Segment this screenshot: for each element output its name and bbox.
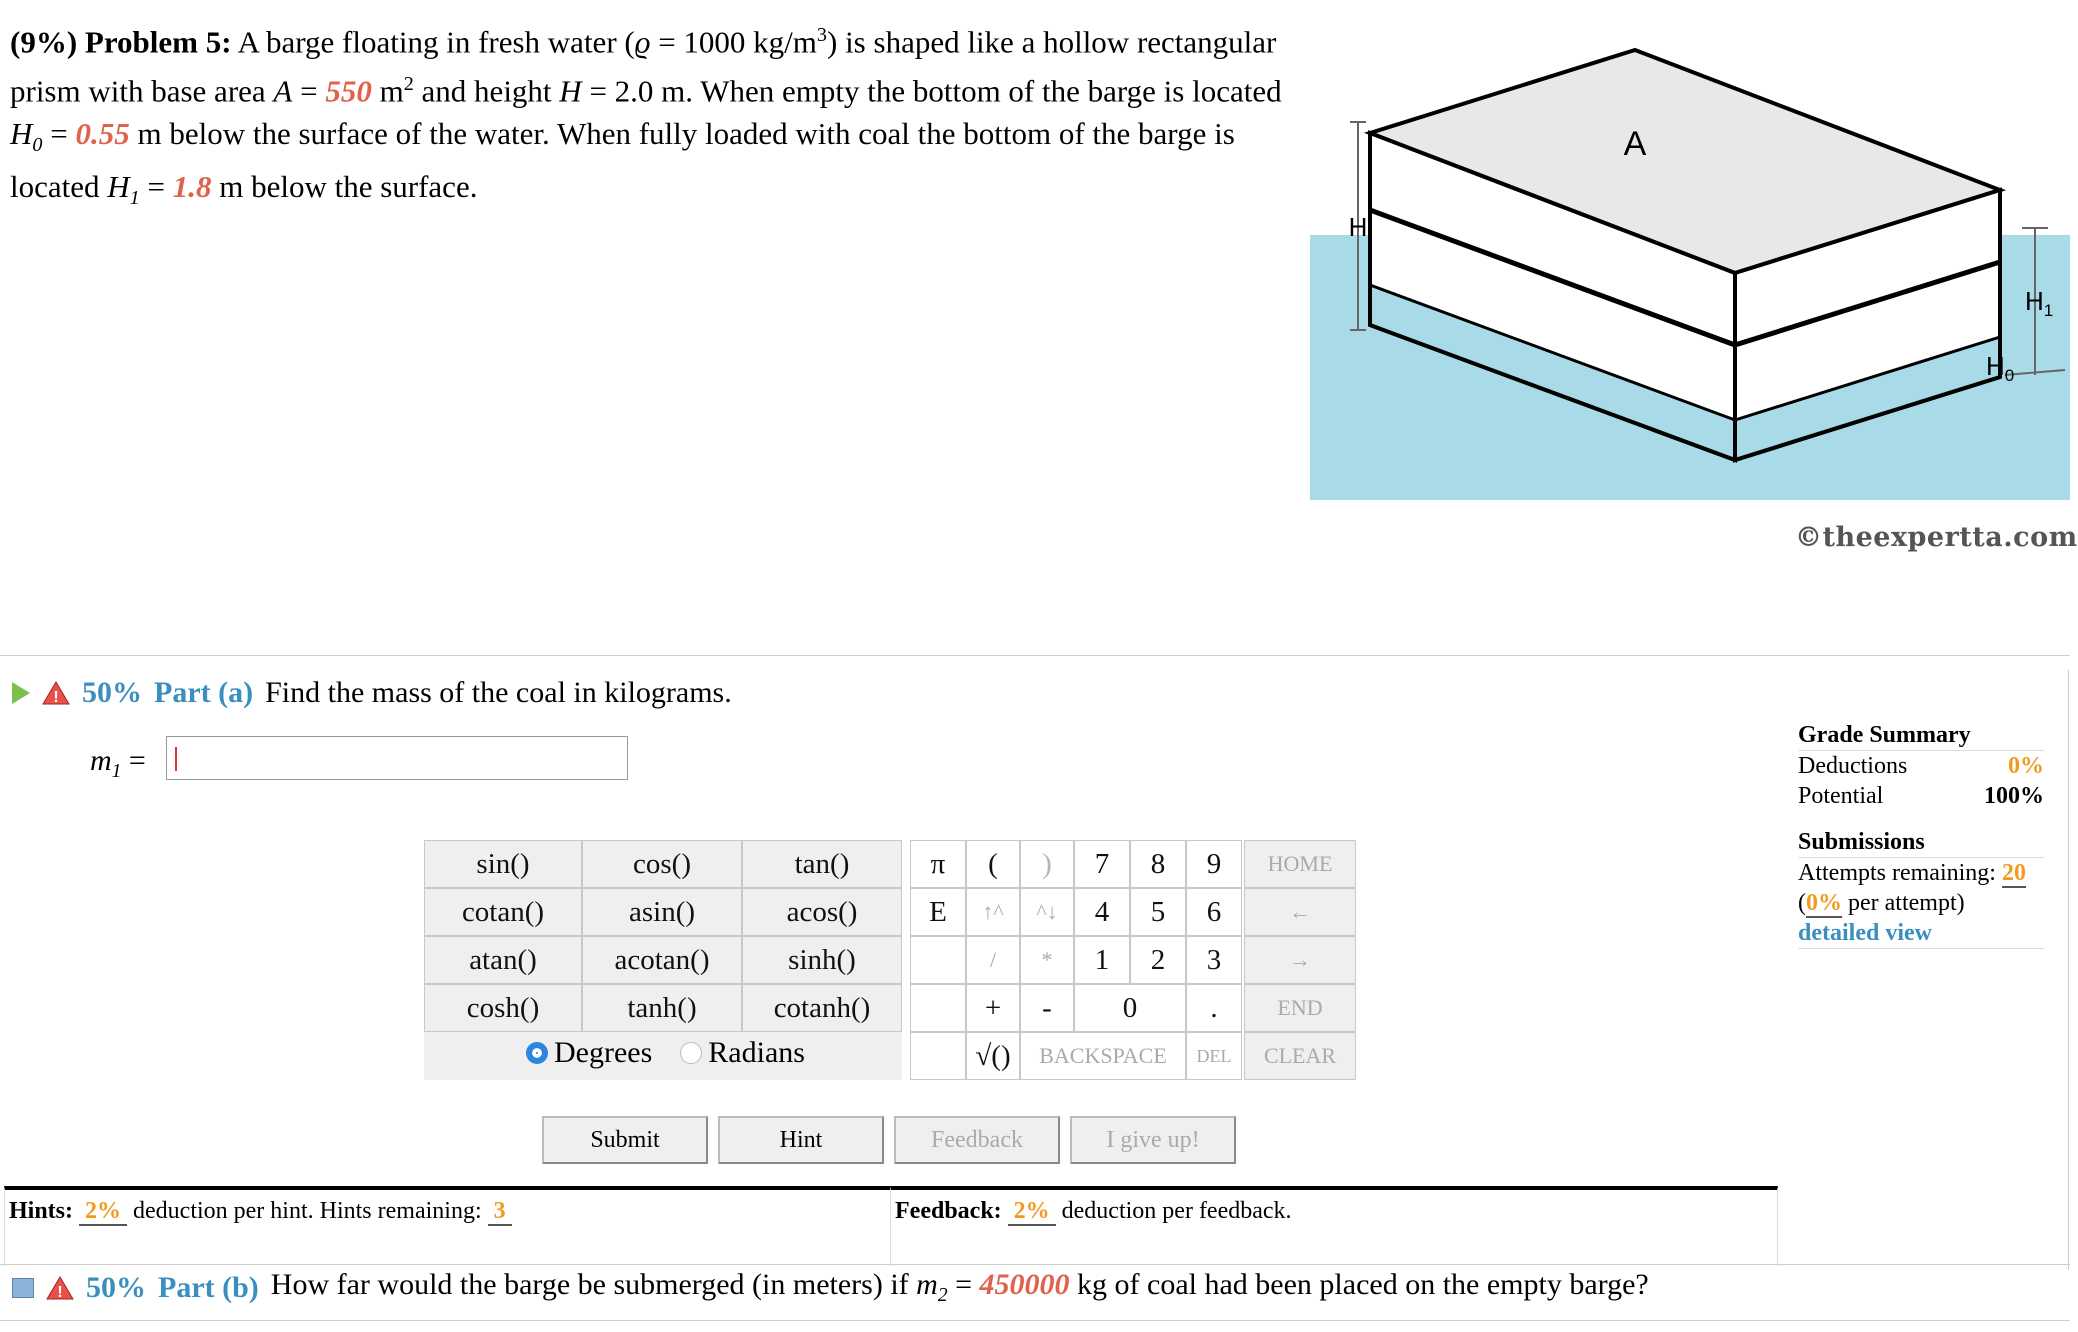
calc-cotan[interactable]: cotan(): [424, 888, 582, 936]
hint-deduction-pct: 2%: [79, 1198, 127, 1226]
calc-6[interactable]: 6: [1186, 888, 1242, 936]
feedback-label: Feedback:: [895, 1198, 1002, 1224]
calc-3[interactable]: 3: [1186, 936, 1242, 984]
calc-minus[interactable]: -: [1020, 984, 1074, 1032]
label-h0: $H_0$: [1986, 351, 2015, 385]
calc-decimal[interactable]: .: [1186, 984, 1242, 1032]
part-b-title: Part (b): [158, 1270, 259, 1304]
potential-value: 100%: [1984, 783, 2044, 809]
calc-1[interactable]: 1: [1074, 936, 1130, 984]
calc-acos[interactable]: acos(): [742, 888, 902, 936]
calc-plus[interactable]: +: [966, 984, 1020, 1032]
label-a: A: [1623, 125, 1647, 163]
per-attempt-value: 0%: [1806, 890, 1842, 916]
part-b-weight: 50%: [86, 1270, 146, 1304]
calc-sqrt[interactable]: √(): [966, 1032, 1020, 1080]
calc-blank: [910, 936, 966, 984]
potential-row: Potential 100%: [1798, 783, 2044, 809]
calc-pi[interactable]: π: [910, 840, 966, 888]
calc-atan[interactable]: atan(): [424, 936, 582, 984]
submissions-title: Submissions: [1798, 829, 1925, 855]
hints-label: Hints:: [9, 1198, 74, 1224]
part-a-question: Find the mass of the coal in kilograms.: [265, 676, 732, 709]
calc-close-paren[interactable]: ): [1020, 840, 1074, 888]
svg-text:!: !: [57, 1283, 63, 1301]
calc-right-arrow[interactable]: →: [1244, 936, 1356, 984]
part-b-question: How far would the barge be submerged (in meters) if $m_2 = 450000$ kg of coal had been placed on the empty barge?: [270, 1268, 1649, 1306]
feedback-button[interactable]: Feedback: [894, 1116, 1060, 1164]
label-h1: $H_1$: [2025, 286, 2054, 320]
calc-left-arrow[interactable]: ←: [1244, 888, 1356, 936]
radians-radio[interactable]: [680, 1042, 702, 1064]
calc-down-arrow[interactable]: ^↓: [1020, 888, 1074, 936]
calc-acotan[interactable]: acotan(): [582, 936, 742, 984]
detailed-view-link[interactable]: detailed view: [1798, 920, 1932, 946]
h1-value: 1.8: [172, 168, 212, 204]
calc-sin[interactable]: sin(): [424, 840, 582, 888]
svg-text:!: !: [53, 689, 59, 706]
degrees-radio[interactable]: [526, 1042, 548, 1064]
expand-triangle-icon[interactable]: [12, 682, 30, 704]
calc-5[interactable]: 5: [1130, 888, 1186, 936]
calc-home[interactable]: HOME: [1244, 840, 1356, 888]
calc-clear[interactable]: CLEAR: [1244, 1032, 1356, 1080]
calc-cosh[interactable]: cosh(): [424, 984, 582, 1032]
coal-mass-value: 450000: [979, 1268, 1070, 1301]
calc-del[interactable]: DEL: [1186, 1032, 1242, 1080]
give-up-button[interactable]: I give up!: [1070, 1116, 1236, 1164]
angle-mode-group: [526, 1036, 805, 1070]
calc-4[interactable]: 4: [1074, 888, 1130, 936]
per-attempt-row: (0% per attempt): [1798, 890, 1965, 916]
label-h: H: [1348, 212, 1368, 242]
calc-tanh[interactable]: tanh(): [582, 984, 742, 1032]
attempts-row: Attempts remaining: 20: [1798, 857, 2044, 888]
calc-tan[interactable]: tan(): [742, 840, 902, 888]
part-a-weight: 50%: [82, 676, 142, 709]
calc-open-paren[interactable]: (: [966, 840, 1020, 888]
calc-sinh[interactable]: sinh(): [742, 936, 902, 984]
radians-label: Radians: [708, 1036, 805, 1069]
hints-remaining: 3: [488, 1198, 512, 1226]
h0-value: 0.55: [75, 115, 130, 151]
attempts-value: 20: [2001, 860, 2026, 886]
problem-prefix: (9%) Problem 5:: [10, 24, 232, 60]
calc-cotanh[interactable]: cotanh(): [742, 984, 902, 1032]
answer-input[interactable]: [166, 736, 628, 780]
feedback-panel: Feedback: 2% deduction per feedback.: [890, 1186, 1778, 1266]
submit-button[interactable]: Submit: [542, 1116, 708, 1164]
grade-summary-title: Grade Summary: [1798, 722, 1971, 748]
hints-panel: Hints: 2% deduction per hint. Hints remaining: 3: [4, 1186, 891, 1266]
part-a-header: [12, 676, 732, 710]
calc-blank-2: [910, 984, 966, 1032]
calc-8[interactable]: 8: [1130, 840, 1186, 888]
calc-asin[interactable]: asin(): [582, 888, 742, 936]
calc-cos[interactable]: cos(): [582, 840, 742, 888]
calc-divide[interactable]: /: [966, 936, 1020, 984]
text-cursor: [175, 747, 177, 771]
calc-end[interactable]: END: [1244, 984, 1356, 1032]
calc-e[interactable]: E: [910, 888, 966, 936]
calc-7[interactable]: 7: [1074, 840, 1130, 888]
calc-up-arrow[interactable]: ↑^: [966, 888, 1020, 936]
deductions-value: 0%: [2008, 753, 2044, 779]
calc-9[interactable]: 9: [1186, 840, 1242, 888]
degrees-label: Degrees: [554, 1036, 653, 1069]
calc-multiply[interactable]: *: [1020, 936, 1074, 984]
copyright-text: ©theexpertta.com: [1795, 522, 2078, 553]
deductions-row: Deductions 0%: [1798, 750, 2044, 781]
calc-backspace[interactable]: BACKSPACE: [1020, 1032, 1186, 1080]
divider-top: [0, 655, 2070, 656]
part-b-header: [12, 1268, 1649, 1307]
feedback-deduction-pct: 2%: [1008, 1198, 1056, 1226]
answer-variable-label: $m_1$ =: [90, 744, 146, 782]
part-a-title: Part (a): [154, 676, 254, 709]
barge-figure: [1310, 40, 2070, 560]
problem-statement: (9%) Problem 5: A barge floating in fresh water (ϱ = 1000 $kg/m^3$) is shaped like a hollow rectangular prism with base area A = 550 $m^2$ and height H = 2.0 m. When empty the bottom of the barge is located $H_0 = 0.55$ m below the surface of the water. When fully loaded with coal the bottom of the barge is located $H_1 = 1.8$ m below the surface.: [10, 24, 1282, 210]
calc-blank-3: [910, 1032, 966, 1080]
collapsed-section-icon[interactable]: [12, 1278, 34, 1298]
grade-summary: [1798, 720, 2044, 949]
warning-icon: [42, 680, 70, 706]
calc-2[interactable]: 2: [1130, 936, 1186, 984]
hint-button[interactable]: Hint: [718, 1116, 884, 1164]
warning-icon: [46, 1275, 74, 1301]
base-area-value: 550: [325, 73, 372, 109]
calc-0[interactable]: 0: [1074, 984, 1186, 1032]
